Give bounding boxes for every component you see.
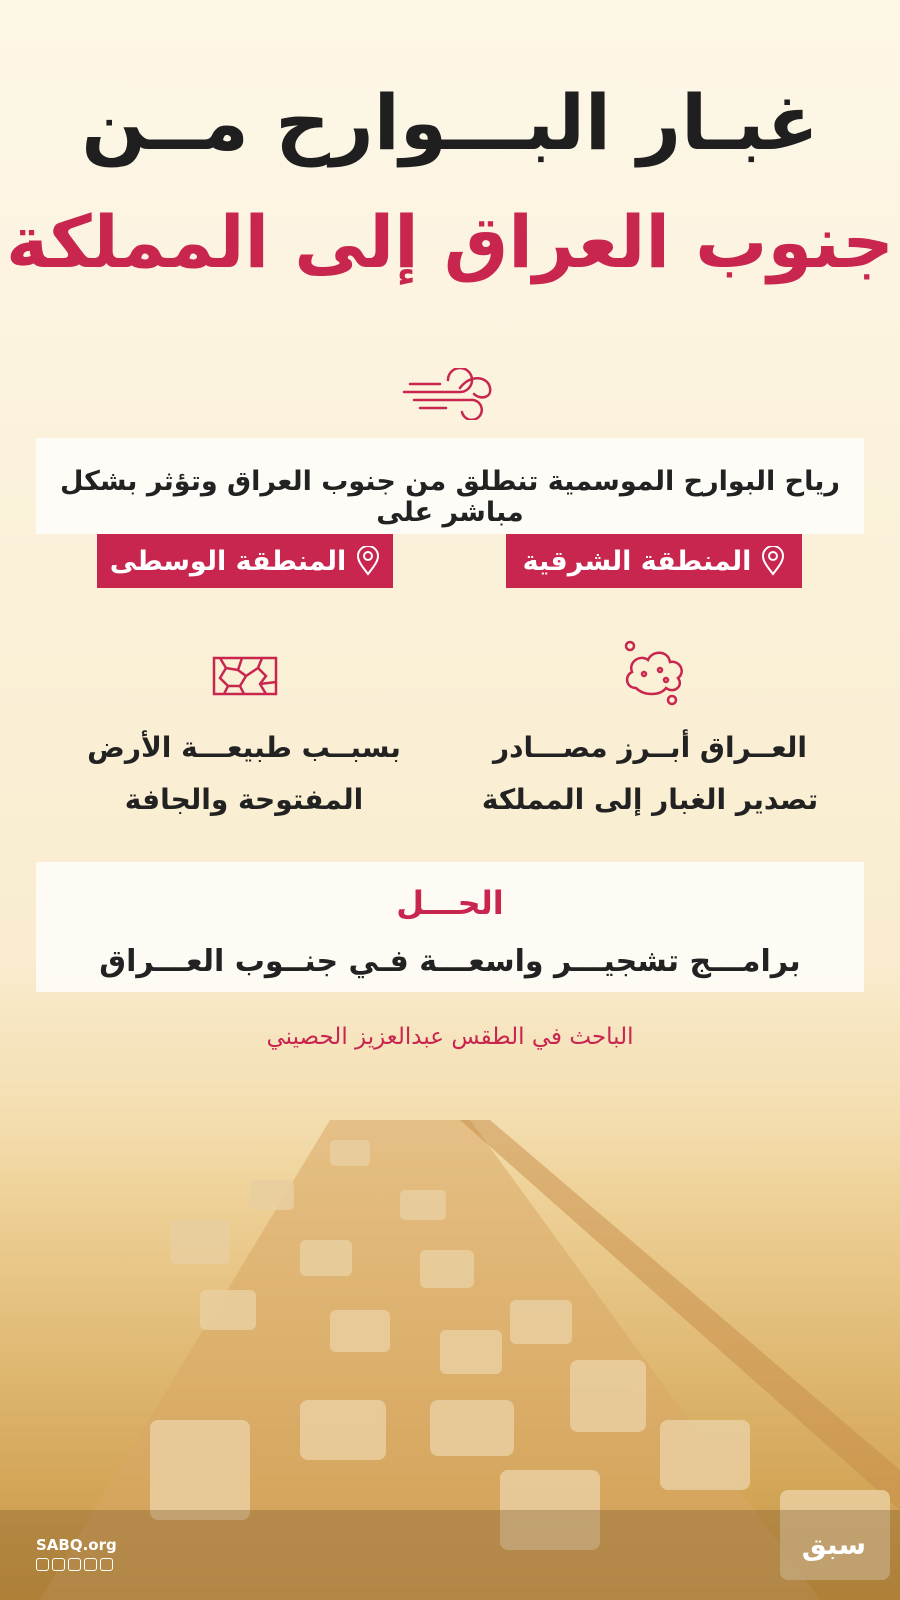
solution-body: برامـــج تشجيـــر واسعـــة فـي جنــوب العـــراق [99, 944, 801, 979]
dusty-road-photo [0, 1040, 900, 1600]
title-line-1: غبـار البـــوارح مــن [81, 78, 819, 167]
location-pin-icon [356, 546, 380, 576]
source-credit: الباحث في الطقس عبدالعزيز الحصيني [266, 1024, 634, 1050]
telegram-icon[interactable] [100, 1558, 113, 1571]
fact-left-line-2: المفتوحة والجافة [124, 783, 364, 816]
social-icons [36, 1558, 113, 1571]
youtube-icon[interactable] [52, 1558, 65, 1571]
sabq-logo: سبق [801, 1528, 866, 1561]
fact-land-nature [64, 722, 424, 826]
fact-left-line-1: بسبــب طبيعـــة الأرض [87, 731, 401, 764]
fact-right-line-2: تصدير الغبار إلى المملكة [481, 783, 819, 816]
fact-right-line-1: العــراق أبــرز مصـــادر [492, 731, 808, 764]
location-pin-icon [761, 546, 785, 576]
solution-heading: الحـــل [396, 884, 504, 922]
title-line-2: جنوب العراق إلى المملكة [6, 200, 894, 284]
site-url[interactable]: SABQ.org [36, 1536, 117, 1554]
region-label-east: المنطقة الشرقية [522, 545, 752, 577]
dust-cloud-icon [620, 638, 690, 706]
instagram-icon[interactable] [68, 1558, 81, 1571]
region-label-center: المنطقة الوسطى [109, 545, 347, 577]
wind-icon [400, 368, 496, 420]
region-badge-center [97, 534, 393, 588]
facebook-icon[interactable] [84, 1558, 97, 1571]
x-icon[interactable] [36, 1558, 49, 1571]
region-badge-east [506, 534, 802, 588]
cracked-land-icon [212, 656, 278, 696]
lead-text: رياح البوارح الموسمية تنطلق من جنوب العراق وتؤثر بشكل مباشر على [60, 466, 840, 528]
fact-iraq-source [470, 722, 830, 826]
